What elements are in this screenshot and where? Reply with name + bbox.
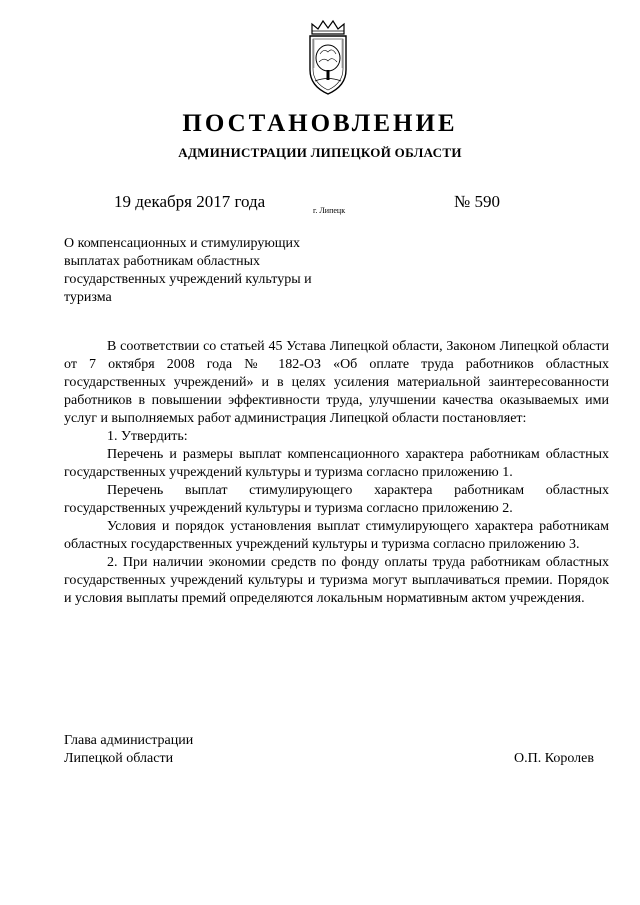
signature-position-line: Липецкой области bbox=[64, 751, 174, 766]
body-paragraph: В соответствии со статьей 45 Устава Липецкой области, Законом Липецкой области от 7 октября 2008 года № 182-ОЗ «Об оплате труда работников областных государственных учреждений» и в целях усиления материальной заинтересованности работников в повышении эффективности труда, улучшении качества оказываемых ими услуг и выполняемых работ администрация Липецкой области постановляет: bbox=[64, 339, 609, 426]
signature-position-line: Глава администрации bbox=[64, 733, 194, 748]
document-issuer: АДМИНИСТРАЦИИ ЛИПЕЦКОЙ ОБЛАСТИ bbox=[178, 145, 462, 160]
document-date: 19 декабря 2017 года bbox=[114, 192, 266, 211]
signature-position bbox=[64, 732, 193, 768]
body-paragraph: Перечень и размеры выплат компенсационного характера работникам областных государственных учреждений культуры и туризма согласно приложению 1. bbox=[64, 447, 609, 480]
document-body bbox=[64, 338, 609, 608]
coat-of-arms-icon bbox=[298, 18, 358, 98]
body-paragraph: 2. При наличии экономии средств по фонду оплаты труда работникам областных государственных учреждений культуры и туризма могут выплачиваться премии. Порядок и условия выплаты премий определяются локальным нормативным актом учреждения. bbox=[64, 555, 609, 606]
signatory-name: О.П. Королев bbox=[514, 751, 594, 766]
body-paragraph: Перечень выплат стимулирующего характера работникам областных государственных учреждений культуры и туризма согласно приложению 2. bbox=[64, 483, 609, 516]
document-city: г. Липецк bbox=[313, 206, 346, 215]
body-paragraph: Условия и порядок установления выплат стимулирующего характера работникам областных государственных учреждений культуры и туризма согласно приложению 3. bbox=[64, 519, 609, 552]
document-subject: О компенсационных и стимулирующих выплатах работникам областных государственных учреждений культуры и туризма bbox=[64, 236, 312, 305]
document-number: № 590 bbox=[454, 192, 500, 211]
body-paragraph: 1. Утвердить: bbox=[107, 429, 188, 444]
document-title: ПОСТАНОВЛЕНИЕ bbox=[182, 110, 458, 137]
